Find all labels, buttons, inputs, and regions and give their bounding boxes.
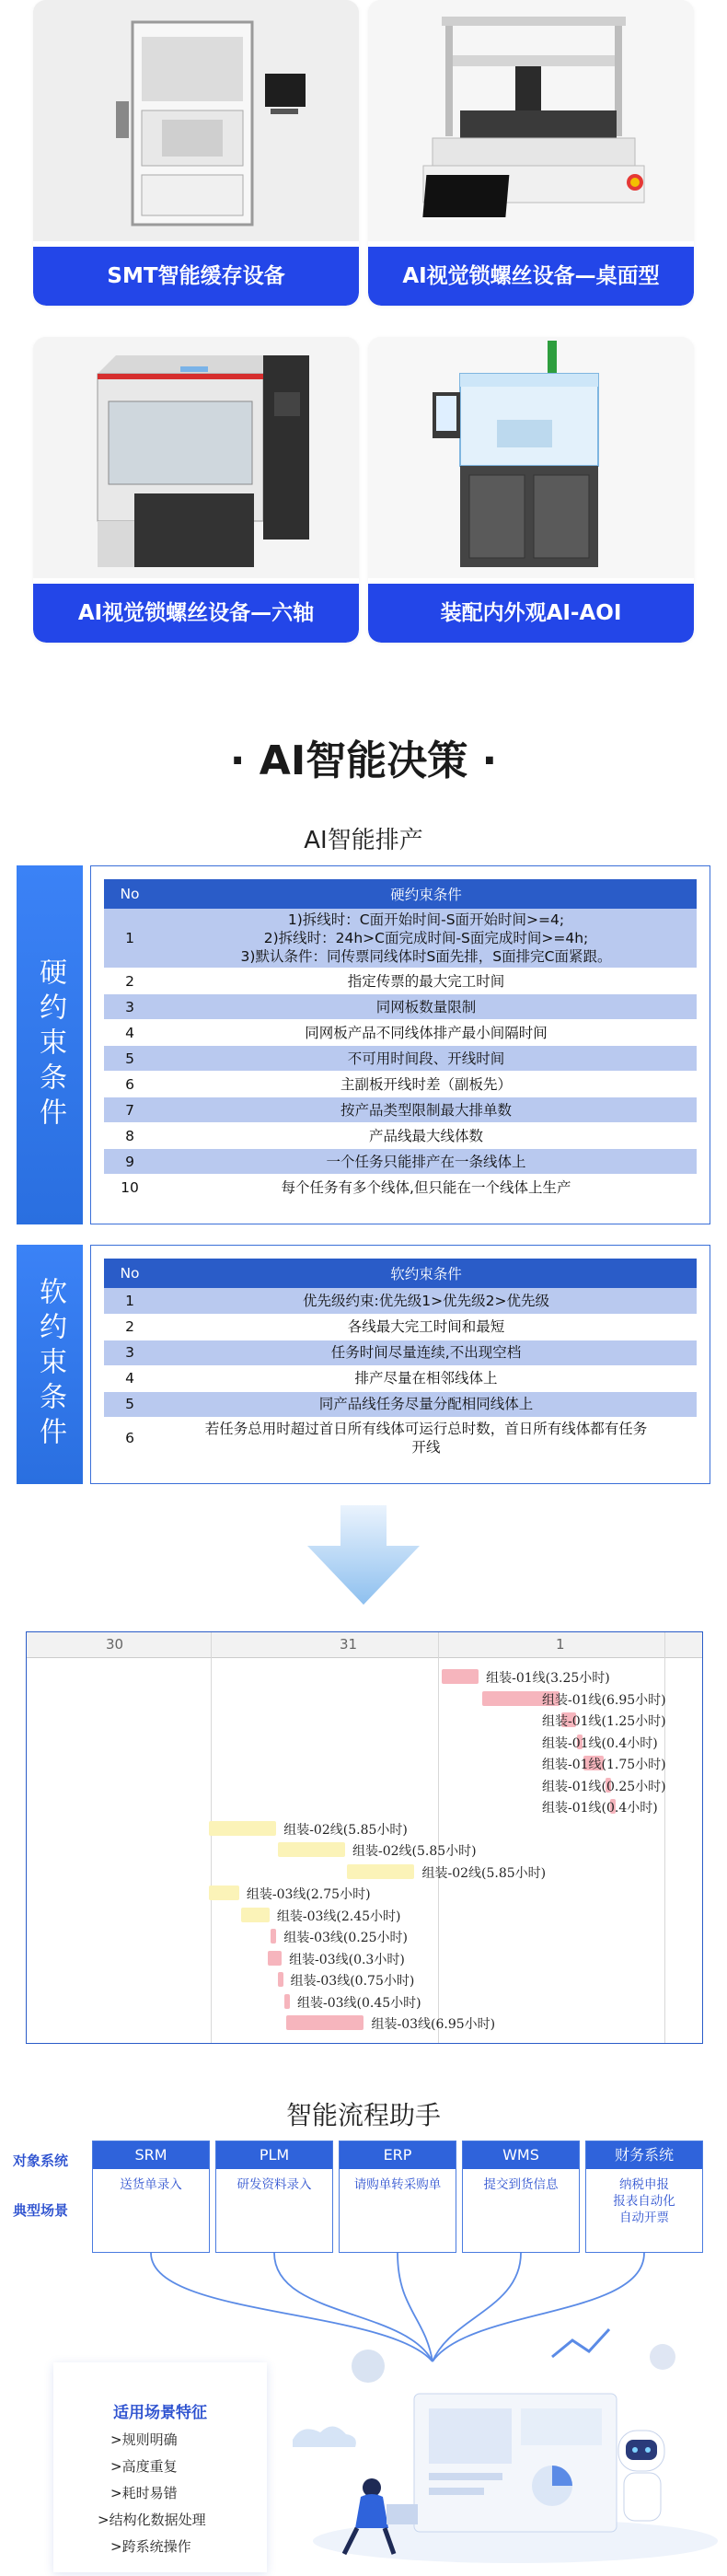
row-number: 9 bbox=[104, 1149, 156, 1175]
system-scenario: 送货单录入 bbox=[120, 2177, 182, 2192]
gantt-bar-label: 组装-02线(5.85小时) bbox=[352, 1844, 477, 1859]
soft-constraints-side-label: 软约束条件 bbox=[17, 1245, 83, 1484]
table-row bbox=[104, 1288, 697, 1314]
gantt-bar-label: 组装-03线(0.45小时) bbox=[297, 1995, 421, 2011]
constraint-text: 每个任务有多个线体,但只能在一个线体上生产 bbox=[156, 1175, 697, 1201]
robot-assistant-illustration bbox=[276, 2256, 727, 2576]
gantt-bar-label: 组装-01线(1.75小时) bbox=[542, 1758, 666, 1772]
gantt-bar-label: 组装-01线(0.25小时) bbox=[542, 1779, 666, 1794]
constraint-text: 一个任务只能排产在一条线体上 bbox=[156, 1149, 697, 1175]
gantt-bar[interactable] bbox=[271, 1929, 276, 1944]
product-label: 装配内外观AI-AOI bbox=[368, 584, 694, 643]
system-name: SRM bbox=[93, 2141, 209, 2169]
table-row bbox=[104, 1314, 697, 1340]
hard-constraints-table bbox=[104, 879, 697, 1201]
table-row bbox=[104, 1417, 697, 1458]
constraint-text: 同产品线任务尽量分配相同线体上 bbox=[156, 1391, 697, 1417]
constraint-text: 指定传票的最大完工时间 bbox=[156, 969, 697, 994]
gantt-bar[interactable] bbox=[268, 1951, 282, 1966]
feature-item: >高度重复 bbox=[110, 2458, 178, 2475]
product-gallery bbox=[0, 0, 727, 644]
table-row bbox=[104, 994, 697, 1020]
table-row bbox=[104, 1340, 697, 1365]
product-label: SMT智能缓存设备 bbox=[33, 247, 359, 306]
col-no-header: No bbox=[104, 879, 156, 909]
table-row bbox=[104, 1175, 697, 1201]
hard-constraints-frame bbox=[90, 865, 710, 1224]
col-title-header: 软约束条件 bbox=[156, 1259, 697, 1288]
constraint-line: 开线 bbox=[411, 1438, 441, 1456]
constraint-text: 各线最大完工时间和最短 bbox=[156, 1314, 697, 1340]
row-number: 8 bbox=[104, 1123, 156, 1149]
section-title: · AI智能决策 · bbox=[229, 737, 498, 784]
constraint-line: 1)拆线时：C面开始时间-S面开始时间>=4; bbox=[287, 911, 565, 928]
row-number: 3 bbox=[104, 1340, 156, 1365]
constraint-text: 按产品类型限制最大排单数 bbox=[156, 1097, 697, 1123]
table-row bbox=[104, 1149, 697, 1175]
table-row bbox=[104, 1391, 697, 1417]
row-label-systems: 对象系统 bbox=[13, 2152, 69, 2169]
gantt-bar-label: 组装-01线(1.25小时) bbox=[542, 1714, 666, 1729]
constraint-line: 3)默认条件：同传票同线体时S面先排，S面排完C面紧跟。 bbox=[240, 948, 612, 965]
system-scenario: 纳税申报 bbox=[619, 2177, 669, 2192]
row-number: 4 bbox=[104, 1020, 156, 1046]
row-number: 6 bbox=[104, 1417, 156, 1458]
gantt-bar-label: 组装-03线(2.45小时) bbox=[276, 1909, 401, 1924]
gantt-bar-label: 组装-02线(5.85小时) bbox=[421, 1865, 547, 1881]
gantt-bar-label: 组装-01线(3.25小时) bbox=[486, 1671, 610, 1686]
table-row bbox=[104, 1072, 697, 1097]
feature-item: >结构化数据处理 bbox=[98, 2512, 206, 2528]
system-scenario: 提交到货信息 bbox=[483, 2177, 559, 2192]
table-row bbox=[104, 1365, 697, 1391]
constraint-line: 2)拆线时：24h>C面完成时间-S面完成时间>=4h; bbox=[263, 930, 589, 946]
gantt-day-label: 30 bbox=[106, 1636, 124, 1653]
system-card-erp[interactable] bbox=[339, 2141, 456, 2253]
gantt-bar[interactable] bbox=[347, 1864, 414, 1879]
constraint-text: 同网板产品不同线体排产最小间隔时间 bbox=[156, 1020, 697, 1046]
system-scenario: 请购单转采购单 bbox=[353, 2177, 442, 2192]
table-row bbox=[104, 1097, 697, 1123]
gantt-day-label: 1 bbox=[556, 1636, 565, 1653]
constraint-text: 优先级约束:优先级1>优先级2>优先级 bbox=[156, 1288, 697, 1314]
table-row bbox=[104, 1123, 697, 1149]
constraint-text bbox=[156, 1417, 697, 1458]
gantt-bar[interactable] bbox=[209, 1821, 276, 1836]
constraint-text: 排产尽量在相邻线体上 bbox=[156, 1365, 697, 1391]
product-card-ai-aoi[interactable] bbox=[368, 337, 694, 643]
row-number: 7 bbox=[104, 1097, 156, 1123]
constraint-text: 任务时间尽量连续,不出现空档 bbox=[156, 1340, 697, 1365]
gantt-bar-label: 组装-03线(0.25小时) bbox=[283, 1931, 408, 1945]
col-title-header: 硬约束条件 bbox=[156, 879, 697, 909]
system-scenario: 研发资料录入 bbox=[237, 2177, 312, 2192]
soft-constraints-frame bbox=[90, 1245, 710, 1484]
constraint-text: 产品线最大线体数 bbox=[156, 1123, 697, 1149]
gantt-bar-label: 组装-03线(2.75小时) bbox=[246, 1887, 371, 1902]
product-card-screw-six-axis[interactable] bbox=[33, 337, 359, 643]
gantt-bar[interactable] bbox=[241, 1908, 270, 1922]
gantt-bar-label: 组装-03线(0.75小时) bbox=[290, 1974, 415, 1989]
row-number: 1 bbox=[104, 909, 156, 969]
constraint-text: 不可用时间段、开线时间 bbox=[156, 1046, 697, 1072]
product-image bbox=[33, 0, 359, 241]
features-card bbox=[53, 2362, 267, 2572]
row-number: 4 bbox=[104, 1365, 156, 1391]
feature-item: >跨系统操作 bbox=[110, 2538, 191, 2555]
table-row bbox=[104, 909, 697, 969]
gantt-bar-label: 组装-02线(5.85小时) bbox=[283, 1822, 408, 1838]
gantt-day-label: 31 bbox=[340, 1636, 358, 1653]
product-card-screw-desktop[interactable] bbox=[368, 0, 694, 306]
gantt-bar[interactable] bbox=[209, 1886, 239, 1900]
down-arrow-icon bbox=[304, 1505, 423, 1607]
soft-constraints-table bbox=[104, 1259, 697, 1459]
row-number: 6 bbox=[104, 1072, 156, 1097]
constraint-text: 同网板数量限制 bbox=[156, 994, 697, 1020]
row-label-scenarios: 典型场景 bbox=[13, 2202, 69, 2219]
feature-item: >耗时易错 bbox=[110, 2485, 178, 2501]
gantt-bar-label: 组装-01线(6.95小时) bbox=[542, 1692, 666, 1708]
system-scenario: 自动开票 bbox=[619, 2210, 669, 2225]
table-header-row bbox=[104, 1259, 697, 1288]
soft-constraints-panel bbox=[17, 1245, 710, 1484]
col-no-header: No bbox=[104, 1259, 156, 1288]
system-card-wms[interactable] bbox=[462, 2141, 580, 2253]
row-number: 3 bbox=[104, 994, 156, 1020]
feature-item: >规则明确 bbox=[110, 2431, 178, 2448]
features-title: 适用场景特征 bbox=[113, 2404, 207, 2422]
table-row bbox=[104, 1046, 697, 1072]
system-card-finance[interactable] bbox=[585, 2141, 703, 2253]
system-name: ERP bbox=[340, 2141, 456, 2169]
scheduling-title: AI智能排产 bbox=[304, 827, 423, 854]
constraint-line: 若任务总用时超过首日所有线体可运行总时数，首日所有线体都有任务 bbox=[204, 1420, 648, 1437]
gantt-bar-label: 组装-03线(0.3小时) bbox=[289, 1952, 405, 1967]
row-number: 5 bbox=[104, 1391, 156, 1417]
product-card-smt-buffer[interactable] bbox=[33, 0, 359, 306]
system-name: PLM bbox=[216, 2141, 332, 2169]
table-header-row bbox=[104, 879, 697, 909]
system-name: WMS bbox=[463, 2141, 579, 2169]
system-card-srm[interactable] bbox=[92, 2141, 210, 2253]
product-image bbox=[368, 0, 694, 241]
system-scenario: 报表自动化 bbox=[613, 2194, 675, 2209]
gantt-bar-label: 组装-01线(0.4小时) bbox=[542, 1801, 658, 1816]
row-number: 10 bbox=[104, 1175, 156, 1201]
product-label: AI视觉锁螺丝设备—六轴 bbox=[33, 584, 359, 643]
product-label: AI视觉锁螺丝设备—桌面型 bbox=[368, 247, 694, 306]
row-number: 1 bbox=[104, 1288, 156, 1314]
row-number: 2 bbox=[104, 969, 156, 994]
table-row bbox=[104, 969, 697, 994]
system-name: 财务系统 bbox=[586, 2141, 702, 2169]
product-image bbox=[368, 337, 694, 578]
gantt-bar[interactable] bbox=[284, 1994, 290, 2009]
gantt-bar[interactable] bbox=[442, 1669, 479, 1684]
hard-constraints-side-label: 硬约束条件 bbox=[17, 865, 83, 1224]
table-row bbox=[104, 1020, 697, 1046]
gantt-bar-label: 组装-01线(0.4小时) bbox=[542, 1735, 658, 1751]
process-title: 智能流程助手 bbox=[285, 2100, 441, 2130]
gantt-header bbox=[27, 1632, 702, 1658]
constraint-text: 主副板开线时差（副板先） bbox=[156, 1072, 697, 1097]
product-image bbox=[33, 337, 359, 578]
gantt-gridline bbox=[211, 1632, 212, 2043]
gantt-bar[interactable] bbox=[286, 2015, 364, 2030]
row-number: 2 bbox=[104, 1314, 156, 1340]
hard-constraints-panel bbox=[17, 865, 710, 1224]
system-card-plm[interactable] bbox=[215, 2141, 333, 2253]
gantt-bar[interactable] bbox=[278, 1972, 283, 1987]
row-number: 5 bbox=[104, 1046, 156, 1072]
gantt-bar[interactable] bbox=[278, 1842, 345, 1857]
gantt-chart bbox=[26, 1631, 703, 2044]
gantt-gridline bbox=[438, 1632, 439, 2043]
constraint-text bbox=[156, 909, 697, 969]
gantt-bar-label: 组装-03线(6.95小时) bbox=[371, 2017, 496, 2032]
